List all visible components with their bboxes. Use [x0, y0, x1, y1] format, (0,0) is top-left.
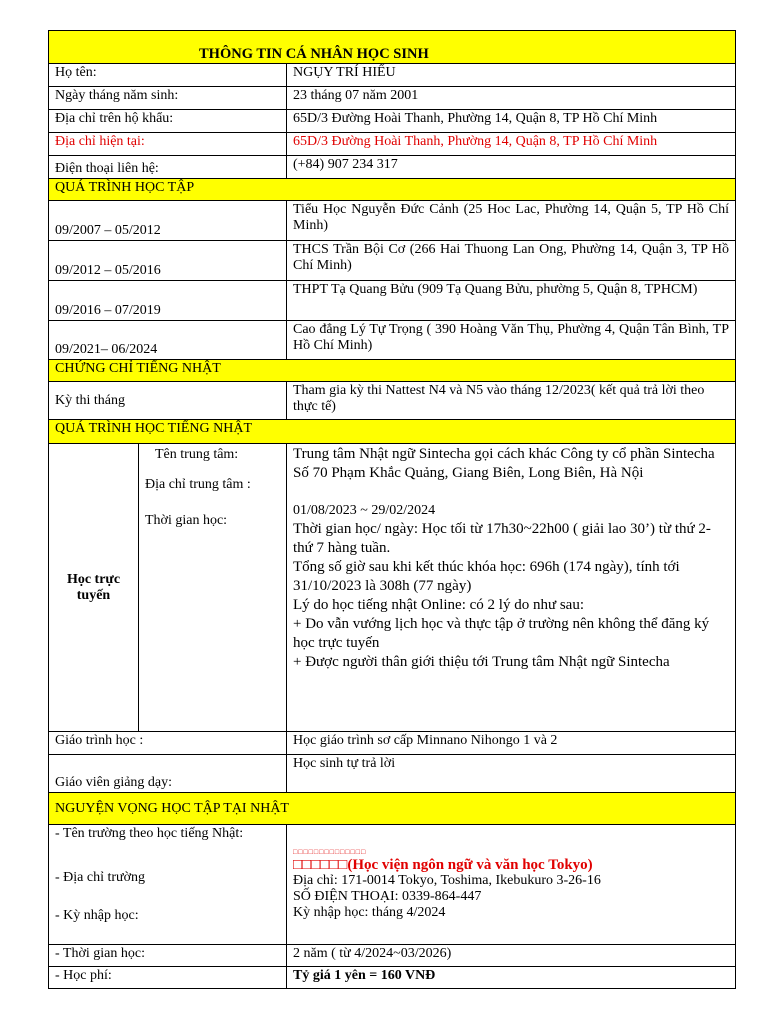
education-period: 09/2021– 06/2024 [49, 321, 287, 360]
study-mode: Học trực tuyến [49, 444, 139, 732]
school-address-label: - Địa chỉ trường [55, 870, 146, 885]
textbook-value: Học giáo trình sơ cấp Minnano Nihongo 1 và 2 [287, 732, 736, 755]
name-value: NGỤY TRÍ HIẾU [287, 64, 736, 87]
teacher-label: Giáo viên giảng dạy: [49, 755, 287, 793]
education-school: THPT Tạ Quang Bửu (909 Tạ Quang Bửu, phường 5, Quận 8, TPHCM) [287, 281, 736, 321]
duration-value: 2 năm ( từ 4/2024~03/2026) [287, 945, 736, 967]
aspiration-labels-cell [49, 825, 287, 945]
japanese-header: QUÁ TRÌNH HỌC TIẾNG NHẬT [49, 420, 736, 444]
teacher-value: Học sinh tự trả lời [287, 755, 736, 793]
fee-label: - Học phí: [49, 967, 287, 989]
study-daily-schedule: Thời gian học/ ngày: Học tối từ 17h30~22h00 ( giải lao 30’) từ thứ 2-thứ 7 hàng tuần. [293, 521, 711, 556]
school-name-small: □□□□□□□□□□□□□□ [293, 848, 367, 856]
certificate-value: Tham gia kỳ thi Nattest N4 và N5 vào tháng 12/2023( kết quả trả lời theo thực tế) [287, 382, 736, 420]
japanese-labels-cell [139, 444, 287, 732]
center-address-label: Địa chỉ trung tâm : [145, 477, 251, 492]
education-period: 09/2012 – 05/2016 [49, 241, 287, 281]
education-period: 09/2016 – 07/2019 [49, 281, 287, 321]
school-intake: Kỳ nhập học: tháng 4/2024 [293, 905, 446, 920]
phone-label: Điện thoại liên hệ: [49, 156, 287, 179]
name-label: Họ tên: [49, 64, 287, 87]
school-phone: SỐ ĐIỆN THOẠI: 0339-864-447 [293, 889, 482, 904]
aspiration-header: NGUYỆN VỌNG HỌC TẬP TẠI NHẬT [49, 793, 736, 825]
center-name-label: Tên trung tâm: [155, 447, 239, 462]
education-header: QUÁ TRÌNH HỌC TẬP [49, 179, 736, 201]
study-date-range: 01/08/2023 ~ 29/02/2024 [293, 503, 436, 518]
student-info-table [48, 30, 736, 989]
aspiration-details-cell [287, 825, 736, 945]
certificate-label: Kỳ thi tháng [49, 382, 287, 420]
study-time-label: Thời gian học: [145, 513, 228, 528]
education-school: Cao đẳng Lý Tự Trọng ( 390 Hoàng Văn Thụ, Phường 4, Quận Tân Bình, TP Hồ Chí Minh) [287, 321, 736, 360]
center-address: Số 70 Phạm Khắc Quảng, Giang Biên, Long Biên, Hà Nội [293, 465, 644, 481]
current-address-label: Địa chỉ hiện tại: [49, 133, 287, 156]
document-title: THÔNG TIN CÁ NHÂN HỌC SINH [49, 31, 736, 64]
textbook-label: Giáo trình học : [49, 732, 287, 755]
center-name: Trung tâm Nhật ngữ Sintecha gọi cách khác Công ty cổ phần Sintecha [293, 446, 715, 462]
education-school: THCS Trần Bội Cơ (266 Hai Thuong Lan Ong, Phường 14, Quận 3, TP Hồ Chí Minh) [287, 241, 736, 281]
certificate-header: CHỨNG CHỈ TIẾNG NHẬT [49, 360, 736, 382]
fee-value: Tỷ giá 1 yên = 160 VNĐ [287, 967, 736, 989]
education-school: Tiểu Học Nguyễn Đức Cảnh (25 Hoc Lac, Phường 14, Quận 5, TP Hồ Chí Minh) [287, 201, 736, 241]
study-reason-2: + Được người thân giới thiệu tới Trung tâm Nhật ngữ Sintecha [293, 654, 670, 670]
japanese-details-cell [287, 444, 736, 732]
school-address: Địa chỉ: 171-0014 Tokyo, Toshima, Ikebukuro 3-26-16 [293, 873, 601, 888]
duration-label: - Thời gian học: [49, 945, 287, 967]
dob-value: 23 tháng 07 năm 2001 [287, 87, 736, 110]
intake-label: - Kỳ nhập học: [55, 908, 139, 923]
school-name: □□□□□□(Học viện ngôn ngữ và văn học Tokyo) [293, 857, 593, 873]
phone-value: (+84) 907 234 317 [287, 156, 736, 179]
registered-address-value: 65D/3 Đường Hoài Thanh, Phường 14, Quận 8, TP Hồ Chí Minh [287, 110, 736, 133]
study-total-hours: Tổng số giờ sau khi kết thúc khóa học: 696h (174 ngày), tính tới 31/10/2023 là 308h (77 ngày) [293, 559, 680, 594]
study-reason-1: + Do vẫn vướng lịch học và thực tập ở trường nên không thể đăng ký học trực tuyến [293, 616, 710, 651]
education-period: 09/2007 – 05/2012 [49, 201, 287, 241]
current-address-value: 65D/3 Đường Hoài Thanh, Phường 14, Quận 8, TP Hồ Chí Minh [287, 133, 736, 156]
registered-address-label: Địa chỉ trên hộ khẩu: [49, 110, 287, 133]
dob-label: Ngày tháng năm sinh: [49, 87, 287, 110]
study-reason: Lý do học tiếng nhật Online: có 2 lý do như sau: [293, 597, 584, 613]
school-name-label: - Tên trường theo học tiếng Nhật: [55, 826, 244, 841]
